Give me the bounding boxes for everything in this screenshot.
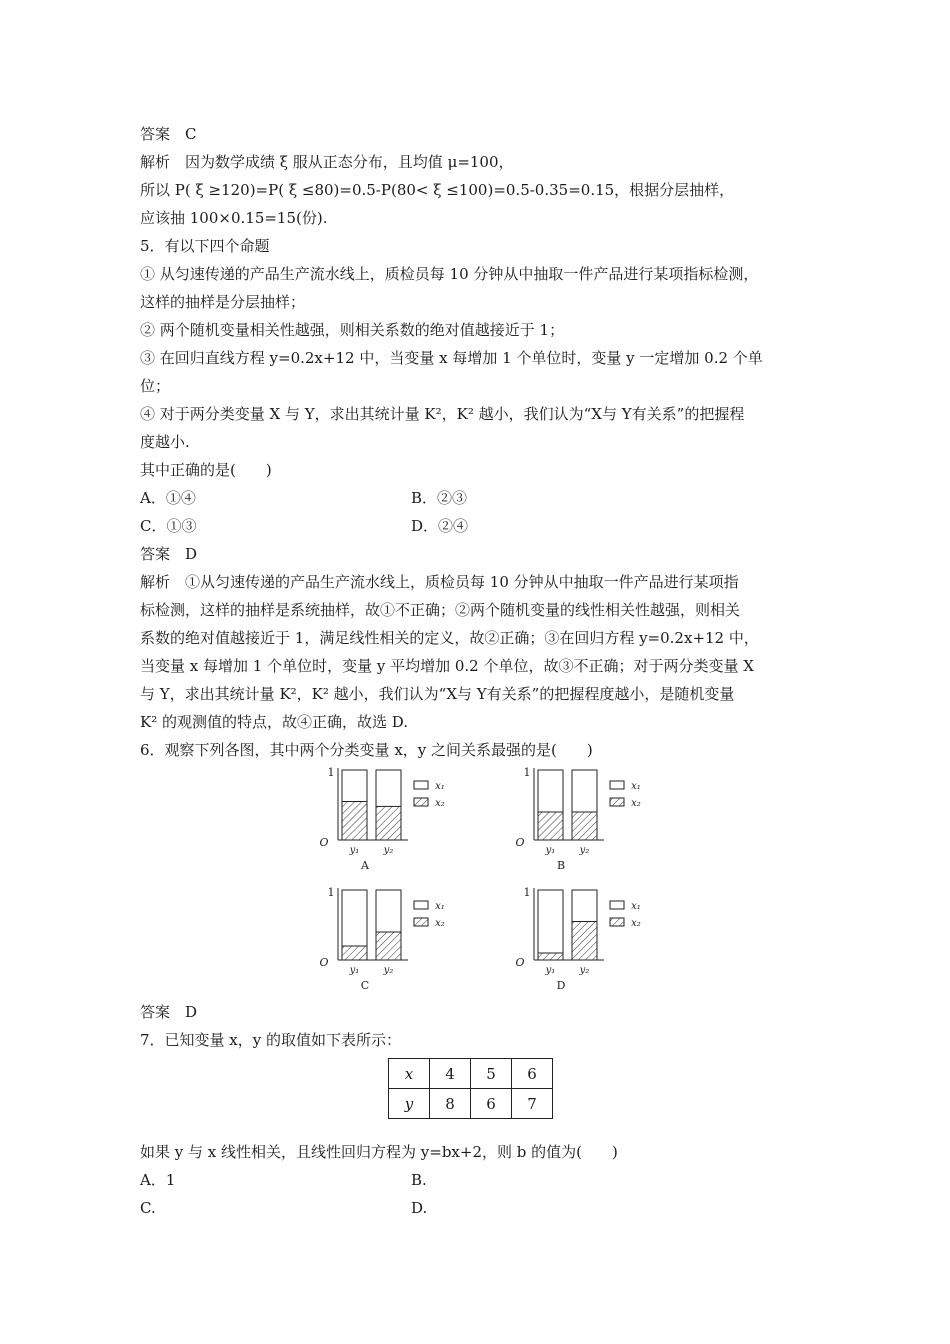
table-row <box>389 1059 553 1089</box>
q5-statement-4a: ④ 对于两分类变量 X 与 Y，求出其统计量 K²，K² 越小，我们认为“X与 Y有关系”的把握程 <box>140 405 745 423</box>
bar-x2-1 <box>342 946 367 960</box>
q5-prompt: 其中正确的是( ) <box>140 461 272 479</box>
table-cell: 7 <box>512 1089 553 1119</box>
bar-x2-2 <box>572 922 597 961</box>
question-6-title: 6．观察下列各图，其中两个分类变量 x，y 之间关系最强的是( ) <box>140 741 593 759</box>
figure-panel-D <box>515 886 640 992</box>
origin-label: O <box>319 956 329 969</box>
bar-total-1 <box>538 890 563 960</box>
q5-option-a: A．①④ <box>140 489 196 507</box>
panel-label: C <box>360 979 370 992</box>
tick-label-2: y₂ <box>579 965 590 976</box>
legend-label-x2: x₂ <box>435 798 445 809</box>
analysis-5-line6: K² 的观测值的特点，故④正确，故选 D. <box>140 713 409 731</box>
table-row <box>389 1089 553 1119</box>
tick-label-1: y₁ <box>349 965 360 976</box>
legend-label-x1: x₁ <box>631 901 641 912</box>
legend-swatch-x1 <box>610 901 624 909</box>
q5-option-d: D．②④ <box>411 517 469 535</box>
answer-6: 答案 D <box>140 1003 198 1021</box>
table-cell: 5 <box>471 1059 512 1089</box>
origin-label: O <box>319 836 329 849</box>
axis-top-label: 1 <box>523 886 531 899</box>
analysis-4-line3: 应该抽 100×0.15=15(份). <box>140 209 328 227</box>
q7-prompt: 如果 y 与 x 线性相关，且线性回归方程为 y=bx+2，则 b 的值为( ) <box>140 1143 618 1161</box>
table-cell: 8 <box>430 1089 471 1119</box>
legend-swatch-x2 <box>610 798 624 806</box>
legend-label-x2: x₂ <box>631 798 641 809</box>
bar-x2-1 <box>538 953 563 960</box>
table-cell: 6 <box>512 1059 553 1089</box>
analysis-5-line1: 解析 ①从匀速传递的产品生产流水线上，质检员每 10 分钟从中抽取一件产品进行某项指 <box>140 573 739 591</box>
q5-statement-1a: ① 从匀速传递的产品生产流水线上，质检员每 10 分钟从中抽取一件产品进行某项指标检测， <box>140 265 759 283</box>
q5-option-b: B．②③ <box>411 489 468 507</box>
bar-x2-2 <box>376 932 401 960</box>
answer-5: 答案 D <box>140 545 198 563</box>
bar-x2-2 <box>572 812 597 840</box>
origin-label: O <box>515 956 525 969</box>
legend-label-x1: x₁ <box>631 781 641 792</box>
table-cell: x <box>389 1059 430 1089</box>
q5-statement-1b: 这样的抽样是分层抽样； <box>140 293 306 311</box>
analysis-5-line4: 当变量 x 每增加 1 个单位时，变量 y 平均增加 0.2 个单位，故③不正确；对于两分类变量 X <box>140 657 754 675</box>
value-table <box>388 1058 553 1119</box>
q7-option-d: D. <box>411 1199 428 1217</box>
q6-figures <box>0 760 950 1000</box>
axis-top-label: 1 <box>523 766 531 779</box>
q5-statement-3b: 位； <box>140 377 171 395</box>
q5-statement-4b: 度越小. <box>140 433 190 451</box>
axis-top-label: 1 <box>327 886 335 899</box>
legend-swatch-x2 <box>414 798 428 806</box>
legend-label-x2: x₂ <box>631 918 641 929</box>
panel-label: B <box>556 859 566 872</box>
legend-label-x1: x₁ <box>435 901 445 912</box>
legend-swatch-x2 <box>610 918 624 926</box>
panel-label: D <box>556 979 566 992</box>
table-cell: 4 <box>430 1059 471 1089</box>
tick-label-2: y₂ <box>383 965 394 976</box>
q7-option-c: C. <box>140 1199 156 1217</box>
analysis-5-line3: 系数的绝对值越接近于 1，满足线性相关的定义，故②正确；③在回归方程 y=0.2x+12 中， <box>140 629 759 647</box>
origin-label: O <box>515 836 525 849</box>
legend-swatch-x1 <box>610 781 624 789</box>
analysis-5-line5: 与 Y，求出其统计量 K²，K² 越小，我们认为“X与 Y有关系”的把握程度越小，是随机变量 <box>140 685 735 703</box>
figure-panel-A <box>319 766 444 872</box>
legend-label-x1: x₁ <box>435 781 445 792</box>
bar-x2-2 <box>376 806 401 840</box>
figure-panel-B <box>515 766 640 872</box>
axis-top-label: 1 <box>327 766 335 779</box>
tick-label-1: y₁ <box>349 845 360 856</box>
analysis-5-line2: 标检测，这样的抽样是系统抽样，故①不正确；②两个随机变量的线性相关性越强，则相关 <box>140 601 741 619</box>
analysis-4-line2: 所以 P( ξ ≥120)=P( ξ ≤80)=0.5-P(80< ξ ≤100)=0.5-0.35=0.15，根据分层抽样， <box>140 181 735 199</box>
bar-x2-1 <box>342 802 367 841</box>
tick-label-2: y₂ <box>383 845 394 856</box>
legend-swatch-x2 <box>414 918 428 926</box>
analysis-4-line1: 解析 因为数学成绩 ξ 服从正态分布，且均值 μ=100， <box>140 153 514 171</box>
figure-panel-C <box>319 886 444 992</box>
q7-option-a: A．1 <box>140 1171 176 1189</box>
tick-label-1: y₁ <box>545 845 556 856</box>
question-7-title: 7．已知变量 x，y 的取值如下表所示： <box>140 1031 402 1049</box>
q5-option-c: C．①③ <box>140 517 197 535</box>
answer-4: 答案 C <box>140 125 197 143</box>
table-cell: 6 <box>471 1089 512 1119</box>
tick-label-1: y₁ <box>545 965 556 976</box>
bar-x2-1 <box>538 812 563 840</box>
question-5-title: 5．有以下四个命题 <box>140 237 270 255</box>
legend-swatch-x1 <box>414 901 428 909</box>
q5-statement-3a: ③ 在回归直线方程 y=0.2x+12 中，当变量 x 每增加 1 个单位时，变量 y 一定增加 0.2 个单 <box>140 349 763 367</box>
table-cell: y <box>389 1089 430 1119</box>
panel-label: A <box>361 859 369 872</box>
legend-swatch-x1 <box>414 781 428 789</box>
legend-label-x2: x₂ <box>435 918 445 929</box>
tick-label-2: y₂ <box>579 845 590 856</box>
q7-option-b: B. <box>411 1171 427 1189</box>
q5-statement-2: ② 两个随机变量相关性越强，则相关系数的绝对值越接近于 1； <box>140 321 565 339</box>
